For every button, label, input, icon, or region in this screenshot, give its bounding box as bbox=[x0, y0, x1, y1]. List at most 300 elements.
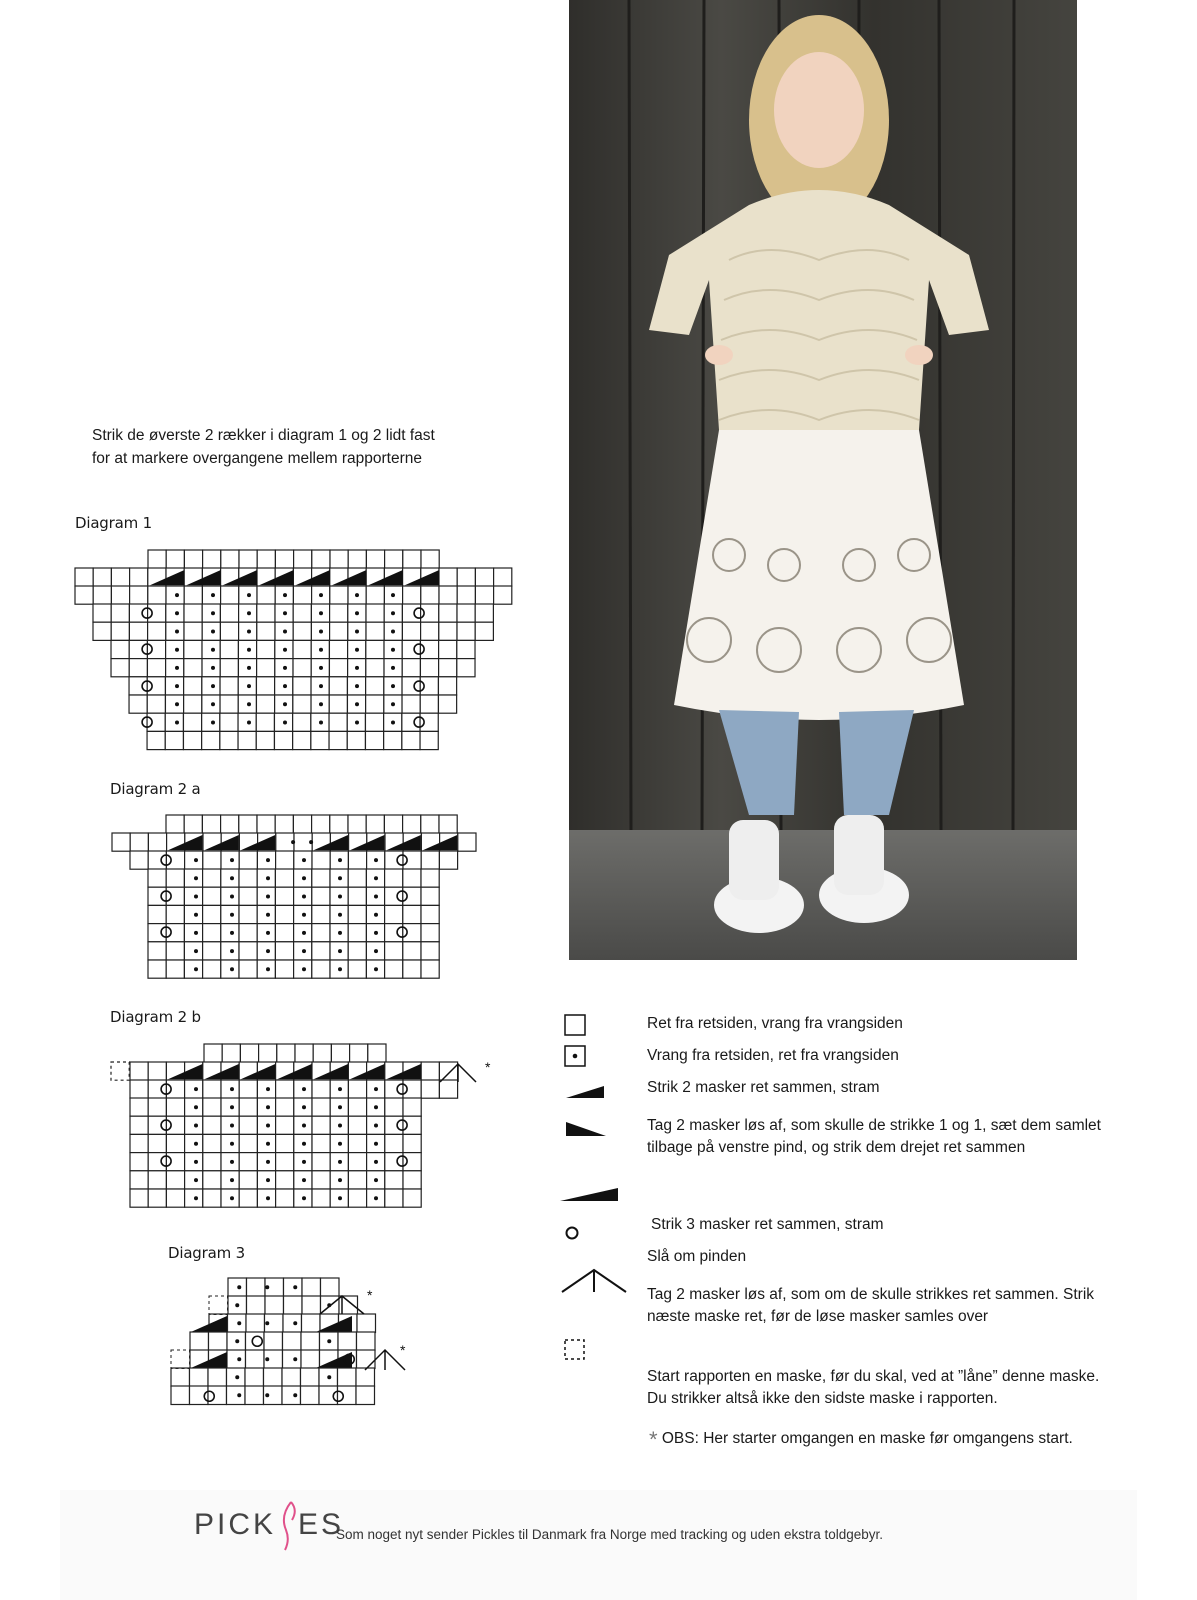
purl-dot bbox=[302, 1105, 306, 1109]
purl-dot bbox=[265, 1357, 269, 1361]
purl-dot bbox=[283, 648, 287, 652]
chart-cell bbox=[257, 604, 275, 622]
chart-cell bbox=[276, 851, 294, 869]
chart-cell bbox=[257, 659, 275, 677]
chart-cell bbox=[366, 815, 384, 833]
purl-dot bbox=[283, 721, 287, 725]
purl-dot bbox=[194, 1196, 198, 1200]
chart-cell bbox=[221, 869, 239, 887]
chart-cell bbox=[275, 960, 293, 978]
chart-cell bbox=[148, 942, 166, 960]
purl-dot bbox=[194, 895, 198, 899]
chart-cell bbox=[402, 659, 420, 677]
chart-cell bbox=[202, 695, 220, 713]
chart-cell bbox=[475, 604, 493, 622]
purl-dot bbox=[283, 611, 287, 615]
chart-cell bbox=[185, 1171, 203, 1189]
chart-cell bbox=[385, 1153, 403, 1171]
chart-cell bbox=[283, 1350, 302, 1369]
purl-dot bbox=[247, 593, 251, 597]
chart-cell bbox=[365, 731, 383, 749]
chart-cell bbox=[329, 640, 347, 658]
chart-cell bbox=[148, 1189, 166, 1207]
purl-dot bbox=[374, 1196, 378, 1200]
chart-cell bbox=[311, 731, 329, 749]
chart-cell bbox=[421, 887, 439, 905]
chart-cell bbox=[293, 640, 311, 658]
purl-dot bbox=[374, 1160, 378, 1164]
note-text: OBS: Her starter omgangen en maske før omgangens start. bbox=[661, 1430, 1073, 1447]
chart-cell bbox=[366, 659, 384, 677]
chart-cell bbox=[239, 1153, 257, 1171]
chart-cell bbox=[302, 1278, 321, 1297]
chart-cell bbox=[475, 568, 493, 586]
legend-text-6: Tag 2 masker løs af, som om de skulle strikkes ret sammen. Strik næste maske ret, før de løse masker samles over bbox=[647, 1286, 1095, 1325]
chart-cell bbox=[385, 1189, 403, 1207]
legend-text-5: Slå om pinden bbox=[647, 1248, 747, 1265]
chart-cell bbox=[93, 586, 111, 604]
chart-cell bbox=[203, 1153, 221, 1171]
purl-dot bbox=[211, 666, 215, 670]
chart-cell bbox=[275, 869, 293, 887]
chart-cell bbox=[421, 815, 439, 833]
chart-cell bbox=[331, 1044, 349, 1062]
model-photo bbox=[569, 0, 1077, 960]
chart-cell bbox=[227, 1350, 246, 1369]
chart-cell bbox=[365, 713, 383, 731]
chart-cell bbox=[356, 1386, 375, 1405]
chart-cell bbox=[421, 622, 439, 640]
chart-cell bbox=[203, 960, 221, 978]
chart-cell bbox=[239, 550, 257, 568]
chart-cell bbox=[276, 1116, 294, 1134]
chart-cell bbox=[130, 851, 148, 869]
chart-cell bbox=[148, 1062, 166, 1080]
purl-dot bbox=[265, 1285, 269, 1289]
chart-cell bbox=[420, 731, 438, 749]
chart-cell bbox=[384, 731, 402, 749]
purl-dot bbox=[266, 967, 270, 971]
purl-dot bbox=[175, 702, 179, 706]
chart-cell bbox=[93, 604, 111, 622]
empty-square-icon bbox=[565, 1015, 585, 1035]
purl-dot bbox=[194, 1142, 198, 1146]
purl-dot bbox=[211, 648, 215, 652]
chart-cell bbox=[227, 1386, 246, 1405]
chart-cell bbox=[202, 731, 220, 749]
chart-cell bbox=[402, 695, 420, 713]
chart-cell bbox=[294, 550, 312, 568]
chart-cell bbox=[457, 586, 475, 604]
diagram-1-title: Diagram 1 bbox=[75, 514, 152, 532]
purl-dot bbox=[175, 666, 179, 670]
chart-cell bbox=[148, 1153, 166, 1171]
note bbox=[649, 1428, 1119, 1451]
chart-cell bbox=[111, 622, 129, 640]
pickles-logo bbox=[194, 1508, 344, 1542]
chart-cell bbox=[348, 942, 366, 960]
chart-cell bbox=[439, 1062, 457, 1080]
chart-cell bbox=[111, 604, 129, 622]
chart-cell bbox=[312, 1134, 330, 1152]
chart-cell bbox=[203, 1098, 221, 1116]
chart-cell bbox=[203, 851, 221, 869]
chart-cell bbox=[220, 713, 238, 731]
chart-cell bbox=[184, 942, 202, 960]
chart-cell bbox=[166, 1171, 184, 1189]
chart-cell bbox=[130, 1098, 148, 1116]
chart-cell bbox=[184, 924, 202, 942]
purl-dot bbox=[266, 1105, 270, 1109]
purl-dot bbox=[338, 1196, 342, 1200]
chart-cell bbox=[421, 550, 439, 568]
chart-cell bbox=[439, 815, 457, 833]
chart-cell bbox=[283, 1332, 302, 1351]
chart-cell bbox=[190, 1386, 209, 1405]
chart-cell bbox=[275, 815, 293, 833]
diagram-3-title: Diagram 3 bbox=[168, 1244, 245, 1262]
purl-dot bbox=[355, 648, 359, 652]
purl-dot bbox=[319, 684, 323, 688]
purl-dot bbox=[211, 702, 215, 706]
chart-cell bbox=[348, 887, 366, 905]
purl-dot bbox=[230, 876, 234, 880]
chart-cell bbox=[246, 1350, 265, 1369]
purl-dot bbox=[302, 1087, 306, 1091]
purl-dot bbox=[293, 1393, 297, 1397]
chart-cell bbox=[166, 924, 184, 942]
chart-cell bbox=[421, 1080, 439, 1098]
purl-dot bbox=[338, 858, 342, 862]
chart-cell bbox=[348, 1098, 366, 1116]
purl-dot bbox=[338, 895, 342, 899]
purl-dot bbox=[327, 1375, 331, 1379]
chart-cell bbox=[221, 960, 239, 978]
chart-cell bbox=[475, 622, 493, 640]
chart-cell bbox=[184, 869, 202, 887]
chart-cell bbox=[239, 1116, 257, 1134]
chart-cell bbox=[368, 1044, 386, 1062]
chart-cell bbox=[239, 942, 257, 960]
chart-cell bbox=[129, 695, 147, 713]
purl-dot bbox=[230, 949, 234, 953]
chart-cell bbox=[184, 905, 202, 923]
chart-cell bbox=[357, 1350, 376, 1369]
chart-cell bbox=[302, 1314, 321, 1333]
chart-cell bbox=[129, 622, 147, 640]
purl-dot bbox=[266, 913, 270, 917]
chart-cell bbox=[421, 905, 439, 923]
chart-cell bbox=[457, 568, 475, 586]
chart-cell bbox=[246, 1314, 265, 1333]
chart-cell bbox=[221, 924, 239, 942]
chart-cell bbox=[204, 1044, 222, 1062]
footer-text: Som noget nyt sender Pickles til Danmark fra Norge med tracking og uden ekstra toldgebyr. bbox=[336, 1527, 884, 1542]
purl-dot bbox=[374, 858, 378, 862]
chart-cell bbox=[203, 1171, 221, 1189]
chart-cell bbox=[112, 833, 130, 851]
chart-cell bbox=[330, 815, 348, 833]
chart-cell bbox=[312, 851, 330, 869]
purl-dot bbox=[194, 913, 198, 917]
chart-cell bbox=[330, 586, 348, 604]
chart-cell bbox=[457, 640, 475, 658]
chart-cell bbox=[148, 1116, 166, 1134]
chart-cell bbox=[130, 1062, 148, 1080]
chart-cell bbox=[190, 1332, 209, 1351]
chart-cell bbox=[129, 604, 147, 622]
chart-cell bbox=[421, 586, 439, 604]
chart-cell bbox=[184, 640, 202, 658]
chart-cell bbox=[421, 942, 439, 960]
chart-cell bbox=[239, 924, 257, 942]
purl-dot bbox=[211, 611, 215, 615]
chart-cell bbox=[221, 550, 239, 568]
chart-cell bbox=[148, 604, 166, 622]
chart-cell bbox=[403, 1189, 421, 1207]
chart-cell bbox=[312, 1189, 330, 1207]
purl-dot bbox=[265, 1321, 269, 1325]
chart-cell bbox=[338, 1386, 357, 1405]
chart-cell bbox=[183, 731, 201, 749]
chart-cell bbox=[203, 1116, 221, 1134]
chart-cell bbox=[301, 1386, 320, 1405]
chart-cell bbox=[220, 731, 238, 749]
chart-cell bbox=[148, 1080, 166, 1098]
chart-cell bbox=[247, 1296, 266, 1315]
purl-dot bbox=[230, 967, 234, 971]
chart-cell bbox=[312, 1171, 330, 1189]
chart-cell bbox=[282, 1386, 301, 1405]
purl-dot bbox=[291, 840, 295, 844]
chart-cell bbox=[184, 659, 202, 677]
chart-cell bbox=[256, 713, 274, 731]
chart-cell bbox=[438, 677, 456, 695]
chart-cell bbox=[312, 960, 330, 978]
chart-cell bbox=[348, 851, 366, 869]
legend-text-0: Ret fra retsiden, vrang fra vrangsiden bbox=[647, 1015, 903, 1032]
chart-cell bbox=[75, 586, 93, 604]
purl-dot bbox=[374, 913, 378, 917]
purl-dot bbox=[237, 1357, 241, 1361]
chart-cell bbox=[366, 604, 384, 622]
chart-cell bbox=[312, 887, 330, 905]
chart-cell bbox=[111, 659, 129, 677]
chart-cell bbox=[366, 695, 384, 713]
chart-cell bbox=[276, 1134, 294, 1152]
chart-cell bbox=[222, 1044, 240, 1062]
chart-cell bbox=[148, 905, 166, 923]
chart-cell bbox=[203, 924, 221, 942]
star-marker: * bbox=[485, 1059, 491, 1075]
chart-cell bbox=[295, 1044, 313, 1062]
chart-cell bbox=[203, 942, 221, 960]
chart-cell bbox=[259, 1044, 277, 1062]
chart-cell bbox=[301, 1350, 320, 1369]
chart-cell bbox=[366, 640, 384, 658]
chart-cell bbox=[147, 713, 165, 731]
chart-cell bbox=[348, 815, 366, 833]
chart-cell bbox=[264, 1368, 283, 1387]
chart-cell bbox=[111, 568, 129, 586]
chart-cell bbox=[403, 550, 421, 568]
chart-cell bbox=[403, 887, 421, 905]
purl-dot bbox=[211, 721, 215, 725]
purl-dot bbox=[374, 967, 378, 971]
purl-dot bbox=[247, 611, 251, 615]
chart-cell bbox=[257, 640, 275, 658]
chart-cell bbox=[274, 731, 292, 749]
chart-cell bbox=[313, 1044, 331, 1062]
chart-cell bbox=[385, 550, 403, 568]
purl-dot bbox=[230, 1105, 234, 1109]
chart-cell bbox=[293, 604, 311, 622]
chart-cell bbox=[203, 887, 221, 905]
chart-cell bbox=[348, 905, 366, 923]
chart-cell bbox=[439, 568, 457, 586]
purl-dot bbox=[302, 1160, 306, 1164]
purl-dot bbox=[266, 876, 270, 880]
chart-cell bbox=[293, 815, 311, 833]
purl-dot bbox=[247, 666, 251, 670]
chart-cell bbox=[246, 1332, 265, 1351]
purl-dot bbox=[266, 1142, 270, 1146]
chart-cell bbox=[403, 1116, 421, 1134]
purl-dot bbox=[266, 1160, 270, 1164]
chart-cell bbox=[420, 640, 438, 658]
borrow-cell bbox=[171, 1350, 190, 1369]
chart-cell bbox=[148, 887, 166, 905]
purl-dot bbox=[194, 858, 198, 862]
chart-cell bbox=[166, 1116, 184, 1134]
chart-cell bbox=[293, 677, 311, 695]
chart-cell bbox=[221, 905, 239, 923]
purl-dot bbox=[230, 931, 234, 935]
chart-cell bbox=[330, 550, 348, 568]
chart-cell bbox=[357, 1314, 376, 1333]
purl-dot bbox=[374, 1087, 378, 1091]
chart-cell bbox=[402, 677, 420, 695]
chart-cell bbox=[301, 1368, 320, 1387]
chart-cell bbox=[494, 586, 512, 604]
chart-cell bbox=[293, 659, 311, 677]
purl-dot bbox=[338, 1142, 342, 1146]
dot-square-icon bbox=[565, 1046, 585, 1066]
legend-text-3: Tag 2 masker løs af, som skulle de strikke 1 og 1, sæt dem samlet tilbage på venstre pind, og strik dem drejet ret sammen bbox=[647, 1117, 1101, 1156]
chart-cell bbox=[185, 1080, 203, 1098]
purl-dot bbox=[266, 895, 270, 899]
purl-dot bbox=[319, 630, 323, 634]
purl-dot bbox=[175, 684, 179, 688]
borrow-cell bbox=[209, 1296, 228, 1315]
purl-dot bbox=[266, 1196, 270, 1200]
chart-cell bbox=[276, 1153, 294, 1171]
purl-dot bbox=[302, 931, 306, 935]
chart-cell bbox=[93, 622, 111, 640]
purl-dot bbox=[338, 1160, 342, 1164]
chart-cell bbox=[403, 586, 421, 604]
chart-cell bbox=[183, 713, 201, 731]
purl-dot bbox=[338, 913, 342, 917]
chart-cell bbox=[293, 731, 311, 749]
logo-left: PICK bbox=[194, 1508, 277, 1541]
chart-cell bbox=[276, 1189, 294, 1207]
chart-cell bbox=[202, 677, 220, 695]
chart-cell bbox=[202, 815, 220, 833]
purl-dot bbox=[319, 611, 323, 615]
purl-dot bbox=[194, 967, 198, 971]
chart-cell bbox=[247, 1278, 266, 1297]
purl-dot bbox=[194, 1124, 198, 1128]
chart-cell bbox=[130, 1189, 148, 1207]
chart-cell bbox=[402, 731, 420, 749]
chart-cell bbox=[129, 677, 147, 695]
chart-cell bbox=[348, 869, 366, 887]
chart-cell bbox=[203, 869, 221, 887]
purl-dot bbox=[237, 1393, 241, 1397]
chart-cell bbox=[147, 677, 165, 695]
chart-cell bbox=[312, 905, 330, 923]
purl-dot bbox=[211, 684, 215, 688]
legend-text-4: Strik 3 masker ret sammen, stram bbox=[651, 1216, 884, 1233]
chart-cell bbox=[148, 960, 166, 978]
chart-cell bbox=[329, 677, 347, 695]
chart-cell bbox=[439, 604, 457, 622]
chart-cell bbox=[203, 905, 221, 923]
chart-cell bbox=[130, 1171, 148, 1189]
purl-dot bbox=[374, 931, 378, 935]
chart-cell bbox=[439, 622, 457, 640]
chart-cell bbox=[239, 1098, 257, 1116]
chart-cell bbox=[403, 1080, 421, 1098]
chart-cell bbox=[275, 550, 293, 568]
chart-cell bbox=[277, 1044, 295, 1062]
legend-text-7: Start rapporten en maske, før du skal, ved at ”låne” denne maske. Du strikker altså ikke den sidste maske i rapporten. bbox=[647, 1368, 1100, 1407]
chart-cell bbox=[221, 815, 239, 833]
chart-cell bbox=[166, 1134, 184, 1152]
chart-cell bbox=[421, 924, 439, 942]
purl-dot bbox=[338, 876, 342, 880]
chart-cell bbox=[203, 1134, 221, 1152]
purl-dot bbox=[391, 611, 395, 615]
chart-cell bbox=[312, 1098, 330, 1116]
purl-dot bbox=[302, 949, 306, 953]
purl-dot bbox=[327, 1339, 331, 1343]
right-slant-triangle-icon bbox=[566, 1086, 604, 1098]
chart-cell bbox=[402, 604, 420, 622]
chart-cell bbox=[293, 713, 311, 731]
chart-cell bbox=[166, 960, 184, 978]
purl-dot bbox=[302, 1124, 306, 1128]
purl-dot bbox=[374, 876, 378, 880]
purl-dot bbox=[302, 895, 306, 899]
chart-cell bbox=[238, 731, 256, 749]
chart-cell bbox=[171, 1368, 190, 1387]
chart-cell bbox=[312, 815, 330, 833]
chart-cell bbox=[403, 869, 421, 887]
chart-cell bbox=[403, 1134, 421, 1152]
chart-cell bbox=[220, 622, 238, 640]
purl-dot bbox=[391, 666, 395, 670]
chart-cell bbox=[366, 550, 384, 568]
logo-right: ES bbox=[298, 1508, 345, 1541]
chart-cell bbox=[203, 1189, 221, 1207]
chart-cell bbox=[166, 815, 184, 833]
intro-line-2: for at markere overgangene mellem rapporterne bbox=[92, 450, 422, 467]
chart-cell bbox=[264, 1332, 283, 1351]
chart-cell bbox=[257, 815, 275, 833]
chart-cell bbox=[330, 604, 348, 622]
